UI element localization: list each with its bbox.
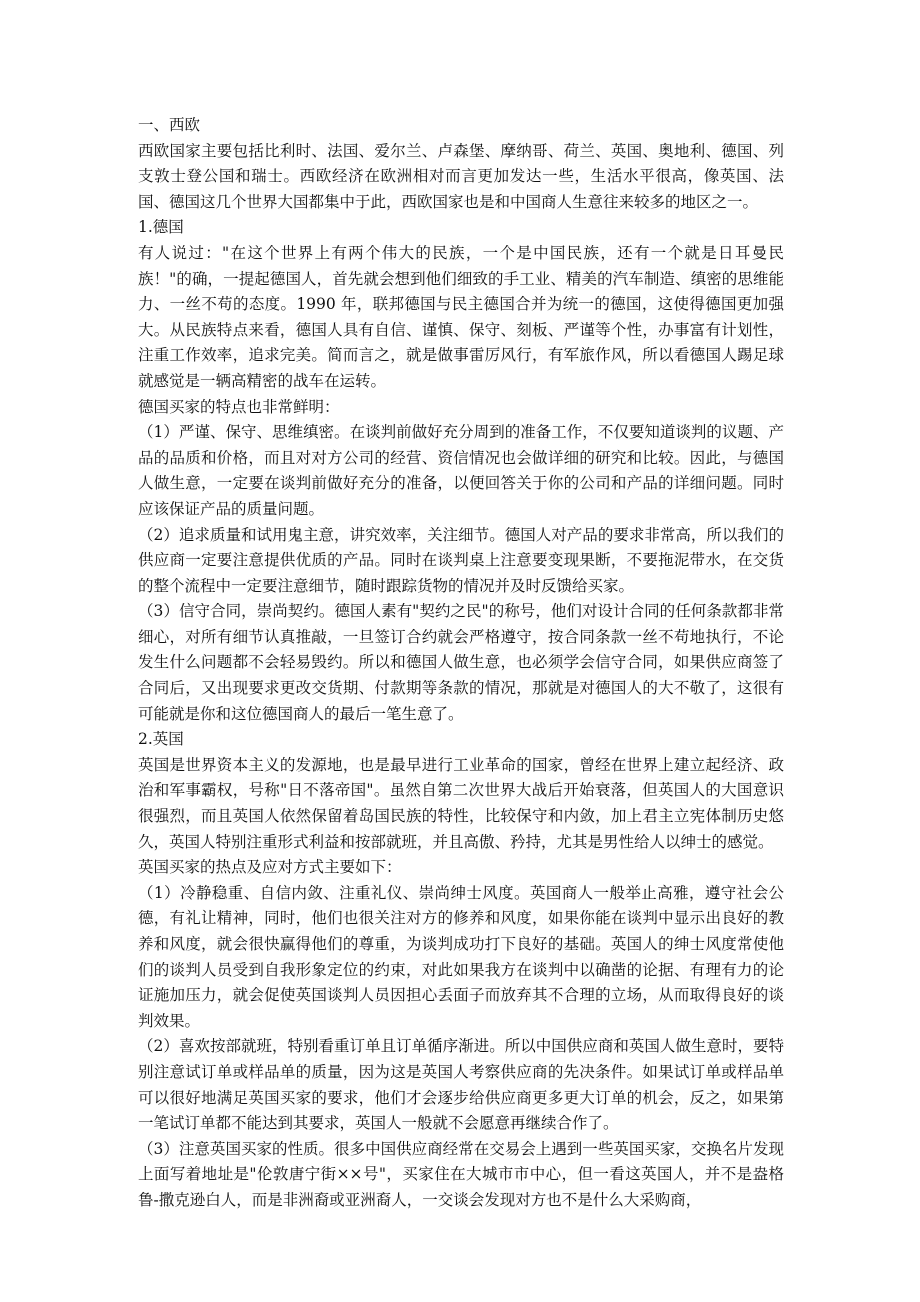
- paragraph-uk-point-1: （1）冷静稳重、自信内敛、注重礼仪、崇尚绅士风度。英国商人一般举止高雅，遵守社会公德，有礼让精神，同时，他们也很关注对方的修养和风度，如果你能在谈判中显示出良好的教养和风度，就会很快赢得他们的尊重，为谈判成功打下良好的基础。英国人的绅士风度常使他们的谈判人员受到自我形象定位的约束，对此如果我方在谈判中以确凿的论据、有理有力的论证施加压力，就会促使英国谈判人员因担心丢面子而放弃其不合理的立场，从而取得良好的谈判效果。: [138, 883, 784, 1030]
- paragraph-german-buyer-traits: 德国买家的特点也非常鲜明：: [138, 397, 340, 416]
- paragraph-german-point-3: （3）信守合同，崇尚契约。德国人素有"契约之民"的称号，他们对设计合同的任何条款都非常细心，对所有细节认真推敲，一旦签订合约就会严格遵守，按合同条款一丝不苟地执行，不论发生什么问题都不会轻易毁约。所以和德国人做生意，也必须学会信守合同，如果供应商签了合同后，又出现要求更改交货期、付款期等条款的情况，那就是对德国人的大不敬了，这很有可能就是你和这位德国商人的最后一笔生意了。: [138, 602, 784, 723]
- heading-uk: 2.英国: [138, 730, 184, 749]
- paragraph-western-europe-intro: 西欧国家主要包括比利时、法国、爱尔兰、卢森堡、摩纳哥、荷兰、英国、奥地利、德国、列支敦士登公国和瑞士。西欧经济在欧洲相对而言更加发达一些，生活水平很高，像英国、法国、德国这几个世界大国都集中于此，西欧国家也是和中国商人生意往来较多的地区之一。: [138, 141, 784, 211]
- heading-western-europe: 一、西欧: [138, 116, 201, 134]
- paragraph-german-point-1: （1）严谨、保守、思维缜密。在谈判前做好充分周到的准备工作，不仅要知道谈判的议题、产品的品质和价格，而且对对方公司的经营、资信情况也会做详细的研究和比较。因此，与德国人做生意，一定要在谈判前做好充分的准备，以便回答关于你的公司和产品的详细问题。同时应该保证产品的质量问题。: [138, 423, 784, 518]
- paragraph-uk-point-3: （3）注意英国买家的性质。很多中国供应商经常在交易会上遇到一些英国买家，交换名片发现上面写着地址是"伦敦唐宁街××号"，买家住在大城市市中心，但一看这英国人，并不是盎格鲁-撒克逊白人，而是非洲裔或亚洲裔人，一交谈会发现对方也不是什么大采购商，: [138, 1139, 784, 1209]
- paragraph-uk-buyer-traits: 英国买家的热点及应对方式主要如下：: [138, 858, 402, 877]
- heading-germany: 1.德国: [138, 218, 184, 237]
- paragraph-german-point-2: （2）追求质量和试用鬼主意，讲究效率，关注细节。德国人对产品的要求非常高，所以我们的供应商一定要注意提供优质的产品。同时在谈判桌上注意要变现果断，不要拖泥带水，在交货的整个流程中一定要注意细节，随时跟踪货物的情况并及时反馈给买家。: [138, 525, 784, 595]
- document-body: [138, 113, 784, 1214]
- paragraph-uk-point-2: （2）喜欢按部就班，特别看重订单且订单循序渐进。所以中国供应商和英国人做生意时，要特别注意试订单或样品单的质量，因为这是英国人考察供应商的先决条件。如果试订单或样品单可以很好地满足英国买家的要求，他们才会逐步给供应商更多更大订单的机会，反之，如果第一笔试订单都不能达到其要求，英国人一般就不会愿意再继续合作了。: [138, 1037, 784, 1133]
- paragraph-uk-intro: 英国是世界资本主义的发源地，也是最早进行工业革命的国家，曾经在世界上建立起经济、政治和军事霸权，号称"日不落帝国"。虽然自第二次世界大战后开始衰落，但英国人的大国意识很强烈，而且英国人依然保留着岛国民族的特性，比较保守和内敛，加上君主立宪体制历史悠久，英国人特别注重形式利益和按部就班，并且高傲、矜持，尤其是男性给人以绅士的感觉。: [138, 755, 784, 851]
- paragraph-germany-intro: 有人说过："在这个世界上有两个伟大的民族，一个是中国民族，还有一个就是日耳曼民族！"的确，一提起德国人，首先就会想到他们细致的手工业、精美的汽车制造、缜密的思维能力、一丝不苟的态度。1990 年，联邦德国与民主德国合并为统一的德国，这使得德国更加强大。从民族特点来看，德国人具有自信、谨慎、保守、刻板、严谨等个性，办事富有计划性，注重工作效率，追求完美。简而言之，就是做事雷厉风行，有军旅作风，所以看德国人踢足球就感觉是一辆高精密的战车在运转。: [138, 243, 784, 390]
